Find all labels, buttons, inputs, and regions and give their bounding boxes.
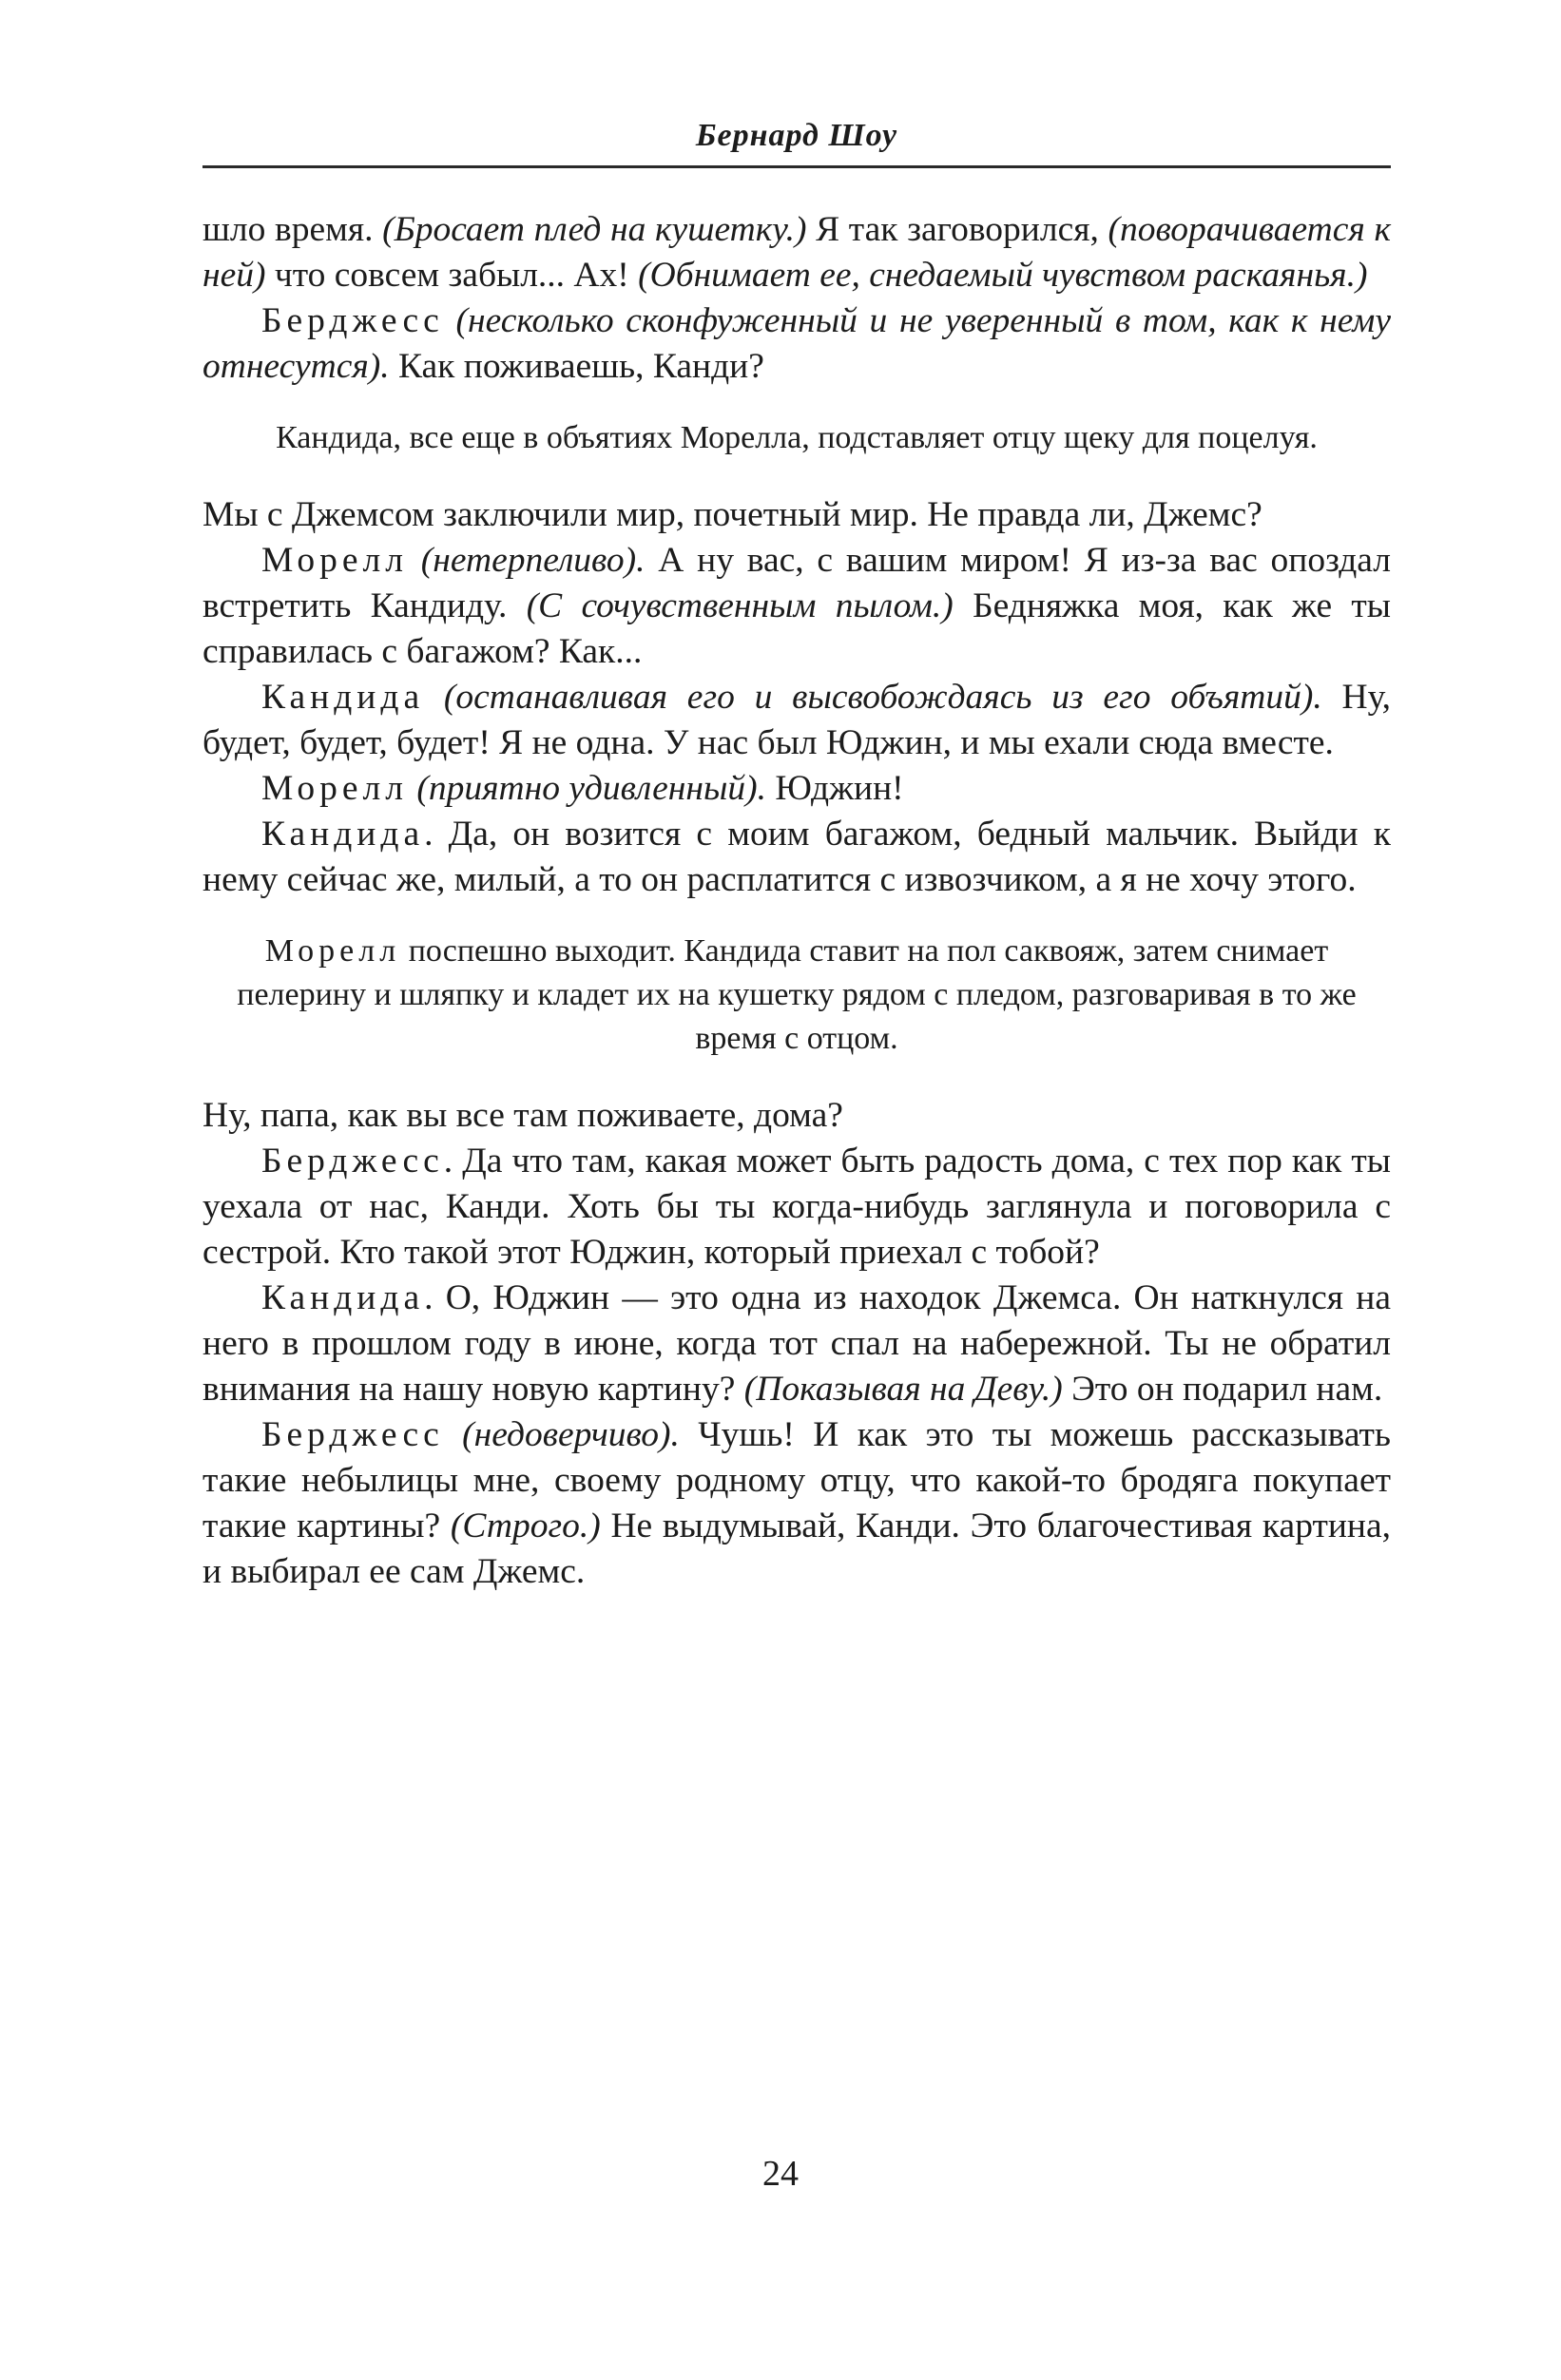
text-run [408, 769, 416, 808]
dialogue-paragraph [202, 1412, 1391, 1595]
text-run: Мы с Джемсом заключили мир, почетный мир. Не правда ли, Джемс? [202, 495, 1262, 534]
text-run: Не выдумывай, Канди. Это благочестивая картина, и выбирал ее сам Джемс. [202, 1507, 1392, 1591]
stage-remark: (поворачивается к ней) [202, 210, 1391, 295]
stage-direction [202, 416, 1391, 460]
text-paragraph [202, 492, 1391, 538]
stage-remark: (нетерпеливо). [420, 541, 646, 580]
stage-remark: (недоверчиво). [462, 1415, 680, 1454]
text-run: Кандида, все еще в объятиях Морелла, подставляет отцу щеку для поцелуя. [276, 420, 1318, 455]
text-run [408, 541, 421, 580]
text-run: . Да что там, какая может быть радость дома, с тех пор как ты уехала от нас, Канди. Хоть бы ты когда-нибудь заглянула и поговорила с сестрой. Кто такой этот Юджин, который приехал с тобой? [202, 1142, 1391, 1272]
text-run: А ну вас, с вашим миром! Я из-за вас опоздал встретить Кандиду. [202, 541, 1391, 625]
dialogue-paragraph [202, 1276, 1391, 1412]
stage-remark: (Обнимает ее, снедаемый чувством раскаянья.) [638, 256, 1368, 295]
speaker-name: Берджесс [261, 1142, 444, 1180]
dialogue-paragraph [202, 812, 1391, 903]
text-run: Я так заговорился, [806, 210, 1108, 249]
text-run [424, 678, 444, 717]
text-run: Ну, папа, как вы все там поживаете, дома? [202, 1096, 843, 1135]
stage-direction [202, 930, 1391, 1061]
stage-remark: (останавливая его и высвобождаясь из его объятий). [443, 678, 1322, 717]
speaker-name: Морелл [261, 541, 408, 580]
stage-remark: (Бросает плед на кушетку.) [382, 210, 807, 249]
speaker-name: Морелл [264, 933, 401, 969]
text-run [444, 1415, 462, 1454]
header-title: Бернард Шоу [695, 118, 898, 153]
text-run: . О, Юджин — это одна из находок Джемса. Он наткнулся на него в прошлом году в июне, когда тот спал на набережной. Ты не обратил внимания на нашу новую картину? [202, 1278, 1391, 1409]
speaker-name: Морелл [261, 769, 408, 808]
speaker-name: Берджесс [261, 1415, 444, 1454]
speaker-name: Кандида [261, 678, 425, 717]
stage-remark: (Показывая на Деву.) [743, 1370, 1063, 1409]
text-run: шло время. [202, 210, 383, 249]
dialogue-paragraph [202, 675, 1391, 766]
stage-remark: (Строго.) [450, 1507, 601, 1545]
text-paragraph [202, 207, 1391, 298]
page-number: 24 [762, 2154, 799, 2194]
text-run: . Да, он возится с моим багажом, бедный мальчик. Выйди к нему сейчас же, милый, а то он расплатится с извозчиком, а я не хочу этого. [202, 815, 1391, 899]
dialogue-paragraph [202, 538, 1391, 675]
text-run: Чушь! И как это ты можешь рассказывать такие небылицы мне, своему родному отцу, что какой-то бродяга покупает такие картины? [202, 1415, 1391, 1545]
dialogue-paragraph [202, 298, 1391, 390]
dialogue-paragraph [202, 766, 1391, 812]
text-paragraph [202, 1093, 1391, 1139]
text-run: Юджин! [766, 769, 904, 808]
text-run: Ну, будет, будет, будет! Я не одна. У нас был Юджин, и мы ехали сюда вместе. [202, 678, 1392, 762]
speaker-name: Кандида [261, 1278, 425, 1317]
text-run: Бедняжка моя, как же ты справилась с багажом? Как... [202, 586, 1391, 671]
stage-remark: (приятно удивленный). [416, 769, 767, 808]
text-run: Это он подарил нам. [1062, 1370, 1383, 1409]
page-body-text [202, 207, 1391, 1595]
text-run: Как поживаешь, Канди? [389, 347, 764, 386]
stage-remark: (С сочувственным пылом.) [526, 586, 954, 625]
running-header [202, 112, 1391, 168]
speaker-name: Кандида [261, 815, 425, 854]
text-run [444, 301, 456, 340]
dialogue-paragraph [202, 1139, 1391, 1276]
stage-remark: (несколько сконфуженный и не уверенный в том, как к нему отнесутся). [202, 301, 1392, 386]
text-run: что совсем забыл... Ах! [265, 256, 639, 295]
speaker-name: Берджесс [261, 301, 444, 340]
text-run: поспешно выходит. Кандида ставит на пол саквояж, затем снимает пелерину и шляпку и кладет их на кушетку рядом с пледом, разговаривая в то же время с отцом. [237, 933, 1357, 1056]
